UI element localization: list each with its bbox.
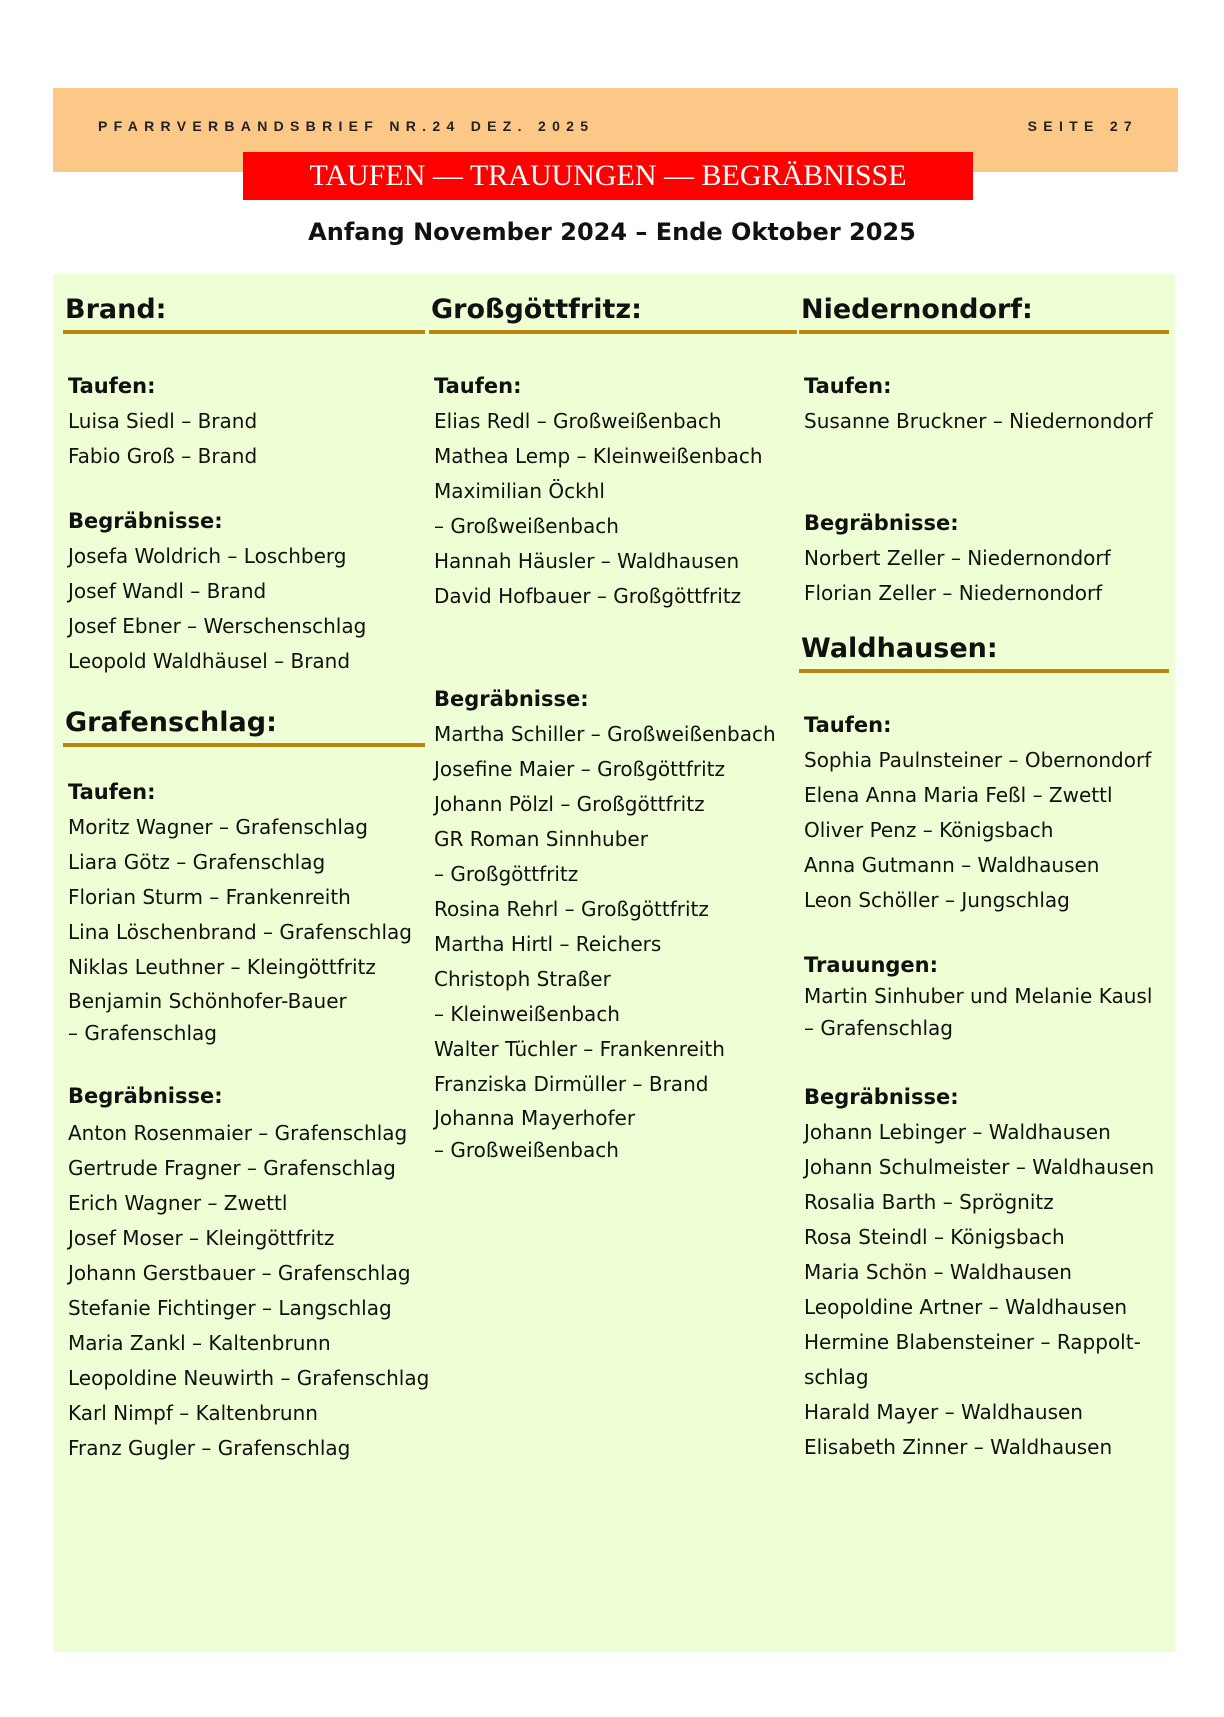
begraebnisse-heading: Begräbnisse:	[68, 1084, 223, 1108]
column-1	[63, 274, 430, 1460]
parish-waldhausen	[799, 633, 1169, 1465]
newsletter-title: PFARRVERBANDSBRIEF NR.24 DEZ. 2025	[98, 118, 595, 134]
list-item: Martin Sinhuber und Melanie Kausl	[804, 984, 1153, 1008]
list-item: schlag	[804, 1365, 869, 1389]
list-item: Maximilian Öckhl	[434, 479, 605, 503]
parish-title: Großgöttfritz:	[431, 294, 642, 325]
list-item: Gertrude Fragner – Grafenschlag	[68, 1156, 396, 1180]
list-item: – Grafenschlag	[68, 1021, 217, 1045]
list-item: Anton Rosenmaier – Grafenschlag	[68, 1121, 408, 1145]
list-item: Leon Schöller – Jungschlag	[804, 888, 1070, 912]
section-banner: TAUFEN — TRAUUNGEN — BEGRÄBNISSE	[243, 152, 973, 200]
taufen-heading: Taufen:	[68, 374, 156, 398]
taufen-heading: Taufen:	[434, 374, 522, 398]
parish-title: Niedernondorf:	[801, 294, 1033, 325]
list-item: Johann Schulmeister – Waldhausen	[804, 1155, 1155, 1179]
list-item: – Großweißenbach	[434, 1138, 619, 1162]
list-item: Fabio Groß – Brand	[68, 444, 258, 468]
list-item: Niklas Leuthner – Kleingöttfritz	[68, 955, 376, 979]
parish-grossgoettfritz	[429, 294, 797, 1166]
list-item: Rosalia Barth – Sprögnitz	[804, 1190, 1054, 1214]
list-item: – Großgöttfritz	[434, 862, 579, 886]
list-item: Mathea Lemp – Kleinweißenbach	[434, 444, 763, 468]
list-item: – Grafenschlag	[804, 1016, 953, 1040]
parish-title: Grafenschlag:	[65, 707, 277, 738]
list-item: Susanne Bruckner – Niedernondorf	[804, 409, 1153, 433]
list-item: Benjamin Schönhofer-Bauer	[68, 989, 347, 1013]
list-item: Harald Mayer – Waldhausen	[804, 1400, 1083, 1424]
list-item: Johann Pölzl – Großgöttfritz	[434, 792, 705, 816]
list-item: Moritz Wagner – Grafenschlag	[68, 815, 368, 839]
column-2	[429, 274, 797, 1162]
list-item: Leopoldine Neuwirth – Grafenschlag	[68, 1366, 430, 1390]
list-item: Walter Tüchler – Frankenreith	[434, 1037, 725, 1061]
taufen-heading: Taufen:	[68, 780, 156, 804]
list-item: Anna Gutmann – Waldhausen	[804, 853, 1100, 877]
parish-brand	[63, 294, 425, 679]
list-item: Florian Sturm – Frankenreith	[68, 885, 351, 909]
parish-niedernondorf	[799, 294, 1169, 611]
begraebnisse-heading: Begräbnisse:	[434, 687, 589, 711]
list-item: David Hofbauer – Großgöttfritz	[434, 584, 742, 608]
list-item: Stefanie Fichtinger – Langschlag	[68, 1296, 392, 1320]
list-item: Elisabeth Zinner – Waldhausen	[804, 1435, 1113, 1459]
list-item: GR Roman Sinnhuber	[434, 827, 648, 851]
list-item: Elias Redl – Großweißenbach	[434, 409, 722, 433]
list-item: Leopoldine Artner – Waldhausen	[804, 1295, 1128, 1319]
list-item: Elena Anna Maria Feßl – Zwettl	[804, 783, 1113, 807]
list-item: Johann Gerstbauer – Grafenschlag	[68, 1261, 411, 1285]
period-subtitle: Anfang November 2024 – Ende Oktober 2025	[308, 218, 916, 246]
list-item: Norbert Zeller – Niedernondorf	[804, 546, 1111, 570]
taufen-heading: Taufen:	[804, 374, 892, 398]
trauungen-heading: Trauungen:	[804, 953, 939, 977]
list-item: Maria Zankl – Kaltenbrunn	[68, 1331, 331, 1355]
list-item: Martha Hirtl – Reichers	[434, 932, 662, 956]
list-item: Erich Wagner – Zwettl	[68, 1191, 288, 1215]
taufen-heading: Taufen:	[804, 713, 892, 737]
list-item: Josef Moser – Kleingöttfritz	[68, 1226, 335, 1250]
list-item: Lina Löschenbrand – Grafenschlag	[68, 920, 412, 944]
list-item: Josefine Maier – Großgöttfritz	[434, 757, 725, 781]
list-item: Oliver Penz – Königsbach	[804, 818, 1054, 842]
list-item: Christoph Straßer	[434, 967, 611, 991]
parish-grafenschlag	[63, 707, 430, 1466]
list-item: Hermine Blabensteiner – Rappolt-	[804, 1330, 1141, 1354]
list-item: Maria Schön – Waldhausen	[804, 1260, 1072, 1284]
parish-title: Waldhausen:	[801, 633, 998, 664]
list-item: Rosina Rehrl – Großgöttfritz	[434, 897, 709, 921]
column-3	[799, 274, 1169, 1459]
list-item: Luisa Siedl – Brand	[68, 409, 258, 433]
list-item: – Großweißenbach	[434, 514, 619, 538]
list-item: Rosa Steindl – Königsbach	[804, 1225, 1065, 1249]
list-item: Franz Gugler – Grafenschlag	[68, 1436, 351, 1460]
list-item: Leopold Waldhäusel – Brand	[68, 649, 351, 673]
page-number: SEITE 27	[1027, 118, 1138, 134]
begraebnisse-heading: Begräbnisse:	[804, 511, 959, 535]
list-item: Hannah Häusler – Waldhausen	[434, 549, 740, 573]
list-item: Franziska Dirmüller – Brand	[434, 1072, 709, 1096]
begraebnisse-heading: Begräbnisse:	[804, 1085, 959, 1109]
list-item: Sophia Paulnsteiner – Obernondorf	[804, 748, 1152, 772]
list-item: Liara Götz – Grafenschlag	[68, 850, 326, 874]
list-item: Martha Schiller – Großweißenbach	[434, 722, 776, 746]
list-item: Josef Wandl – Brand	[68, 579, 267, 603]
parish-title: Brand:	[65, 294, 167, 325]
list-item: Josefa Woldrich – Loschberg	[68, 544, 347, 568]
list-item: Johann Lebinger – Waldhausen	[804, 1120, 1111, 1144]
content-panel	[53, 274, 1175, 1652]
list-item: Karl Nimpf – Kaltenbrunn	[68, 1401, 318, 1425]
begraebnisse-heading: Begräbnisse:	[68, 509, 223, 533]
list-item: Josef Ebner – Werschenschlag	[68, 614, 367, 638]
list-item: Florian Zeller – Niedernondorf	[804, 581, 1103, 605]
list-item: – Kleinweißenbach	[434, 1002, 620, 1026]
list-item: Johanna Mayerhofer	[434, 1106, 636, 1130]
